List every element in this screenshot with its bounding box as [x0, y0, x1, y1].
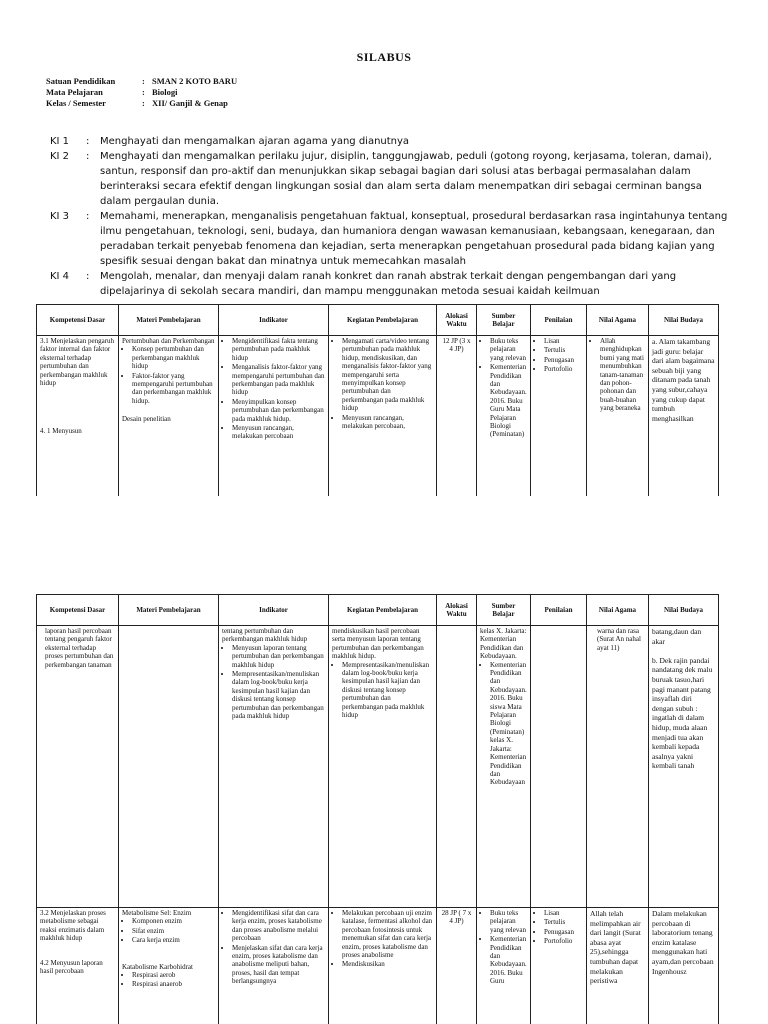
col-header: Penilaian	[531, 595, 587, 626]
ki-item: KI 3 : Memahami, menerapkan, menganalisis pengetahuan faktual, konseptual, prosedural berdasarkan rasa ingintahunya tentang ilmu pengetahuan, teknologi, seni, budaya, dan humaniora dengan wawasan kemanusiaan, kebangsaan, kenegaraan, dan peradaban terkait penyebab fenomena dan kejadian, serta menerapkan pengetahuan prosedural pada bidang kajian yang spesifik sesuai dengan bakat dan minatnya untuk memecahkan masalah	[50, 211, 728, 267]
col-header: Alokasi Waktu	[437, 305, 477, 336]
syllabus-table-page-2	[0, 594, 768, 1024]
col-header: Materi Pembelajaran	[119, 595, 219, 626]
col-header: Nilai Budaya	[649, 305, 719, 336]
col-header: Nilai Agama	[587, 595, 649, 626]
col-header: Alokasi Waktu	[437, 595, 477, 626]
syllabus-table-page-1	[0, 304, 768, 496]
identity-row: Satuan Pendidikan : SMAN 2 KOTO BARU	[46, 76, 238, 86]
col-header: Nilai Agama	[587, 305, 649, 336]
col-header: Kegiatan Pembelajaran	[329, 595, 437, 626]
table-header-row	[37, 595, 719, 626]
col-header: Indikator	[219, 595, 329, 626]
col-header: Sumber Belajar	[477, 305, 531, 336]
table-header-row	[37, 305, 719, 336]
col-header: Sumber Belajar	[477, 595, 531, 626]
identity-block	[46, 76, 237, 109]
col-header: Kompetensi Dasar	[37, 595, 119, 626]
syllabus-table	[36, 594, 719, 1024]
syllabus-table	[36, 304, 719, 496]
ki-item: KI 4 : Mengolah, menalar, dan menyaji dalam ranah konkret dan ranah abstrak terkait dengan pengembangan dari yang dipelajarinya di sekolah secara mandiri, dan mampu menggunakan metoda sesuai kaidah keilmuan	[50, 271, 677, 297]
col-header: Kompetensi Dasar	[37, 305, 119, 336]
ki-item: KI 2 : Menghayati dan mengamalkan perilaku jujur, disiplin, tanggungjawab, peduli (gotong royong, kerjasama, toleran, damai), santun, responsif dan pro-aktif dan menunjukkan sikap sebagai bagian dari solusi atas berbagai permasalahan dalam berinteraksi secara efektif dengan lingkungan sosial dan alam serta dalam menempatkan diri sebagai cerminan bangsa dalam pergaulan dunia.	[50, 151, 712, 207]
col-header: Kegiatan Pembelajaran	[329, 305, 437, 336]
document-title: SILABUS	[356, 50, 412, 64]
col-header: Nilai Budaya	[649, 595, 719, 626]
col-header: Penilaian	[531, 305, 587, 336]
table-row: 3.2 Menjelaskan proses metabolisme sebagai reaksi enzimatis dalam makhluk hidup 4.2 Menyusun laporan hasil percobaan Metabolisme Sel: Enzim • Komponen enzim • Sifat enzim • Cara kerja enzim Katabolisme Karbohidrat • Respirasi aerob • Respirasi anaerob • Mengidentifikasi sifat dan cara kerja enzim, proses katabolisme dan proses anabolisme melalui percobaan • Menjelaskan sifat dan cara kerja enzim, proses katabolisme dan anabolisme meliputi bahan, proses, hasil dan tempat berlangsungnya • Melakukan percobaan uji enzim katalase, fermentasi alkohol dan percobaan fotosintesis untuk menemukan sifat dan cara kerja enzim, proses katabolisme dan proses anabolisme • Mendiskusikan 28 JP ( 7 x 4 JP) • Buku teks pelajaran yang relevan • Kementerian Pendidikan dan Kebudayaan. 2016. Buku Guru • Lisan • Tertulis • Penugasan • Portofolio Allah telah melimpahkan air dari langit (Surat abasa ayat 25),sehingga tumbuhan dapat melakukan peristiwa Dalam melakukan percobaan di laboratorium tenang enzim katalase menggunakan hati ayam,dan percobaan Ingenhousz	[37, 908, 719, 1024]
table-row: 3.1 Menjelaskan pengaruh faktor internal dan faktor eksternal terhadap pertumbuhan dan perkembangan makhluk hidup 4. 1 Menyusun Pertumbuhan dan Perkembangan • Konsep pertumbuhan dan perkembangan makhluk hidup • Faktor-faktor yang mempengaruhi pertumbuhan dan perkembangan makhluk hidup. Desain penelitian • Mengidentifikasi fakta tentang pertumbuhan pada makhluk hidup • Menganalisis faktor-faktor yang mempengaruhi pertumbuhan dan perkembangan pada makhluk hidup • Menyimpulkan konsep pertumbuhan dan perkembangan pada makhluk hidup. • Menyusun rancangan, melakukan percobaan • Mengamati carta/video tentang pertumbuhan pada makhluk hidup, mendiskusikan, dan menganalisis faktor-faktor yang mempengaruhi serta menyimpulkan konsep pertumbuhan dan perkembangan pada makhluk hidup • Menyusun rancangan, melakukan percobaan, 12 JP (3 x 4 JP) • Buku teks pelajaran yang relevan • Kementerian Pendidikan dan Kebudayaan. 2016. Buku Guru Mata Pelajaran Biologi (Peminatan) • Lisan • Tertulis • Penugasan • Portofolio • Allah menghidupkan bumi yang mati menumbuhkan tanam-tanaman dan pohon-pohonan dan buah-buahan yang beraneka a. Alam takambang jadi guru: belajar dari alam bagaimana sebuah biji yang ditanam pada tanah yang subur,cahaya yang cukup dapat tumbuh menghasilkan	[37, 336, 719, 497]
core-competencies	[50, 134, 730, 299]
col-header: Indikator	[219, 305, 329, 336]
table-row: laporan hasil percobaan tentang pengaruh faktor eksternal terhadap proses pertumbuhan dan perkembangan tanaman tentang pertumbuhan dan perkembangan makhluk hidup • Menyusun laporan tentang pertumbuhan dan perkembangan makhluk hidup • Mempresentasikan/menuliskan dalam log-book/buku kerja kesimpulan hasil kajian dan diskusi tentang konsep pertumbuhan dan perkembangan pada makhluk hidup mendiskusikan hasil percobaan serta menyusun laporan tentang pertumbuhan dan perkembangan makhluk hidup. • Mempresentasikan/menuliskan dalam log-book/buku kerja kesimpulan hasil kajian dan diskusi tentang konsep pertumbuhan dan perkembangan pada makhluk hidup kelas X. Jakarta: Kementerian Pendidikan dan Kebudayaan. • Kementerian Pendidikan dan Kebudayaan. 2016. Buku siswa Mata Pelajaran Biologi (Peminatan) kelas X. Jakarta: Kementerian Pendidikan dan Kebudayaan warna dan rasa (Surat An nahal ayat 11) batang,daun dan akar b. Dek rajin pandai nandatang dek malu buruak tasuo,hari pagi manant patang insyaflah diri dengan subuh : ingatlah di dalam hidup, muda alaan menjadi tua akan kembali kepada asalnya yakni kembali tanah	[37, 626, 719, 908]
ki-item: KI 1 : Menghayati dan mengamalkan ajaran agama yang dianutnya	[50, 136, 410, 147]
col-header: Materi Pembelajaran	[119, 305, 219, 336]
identity-row: Mata Pelajaran : Biologi	[46, 87, 178, 97]
identity-row: Kelas / Semester : XII/ Ganjil & Genap	[46, 98, 228, 108]
